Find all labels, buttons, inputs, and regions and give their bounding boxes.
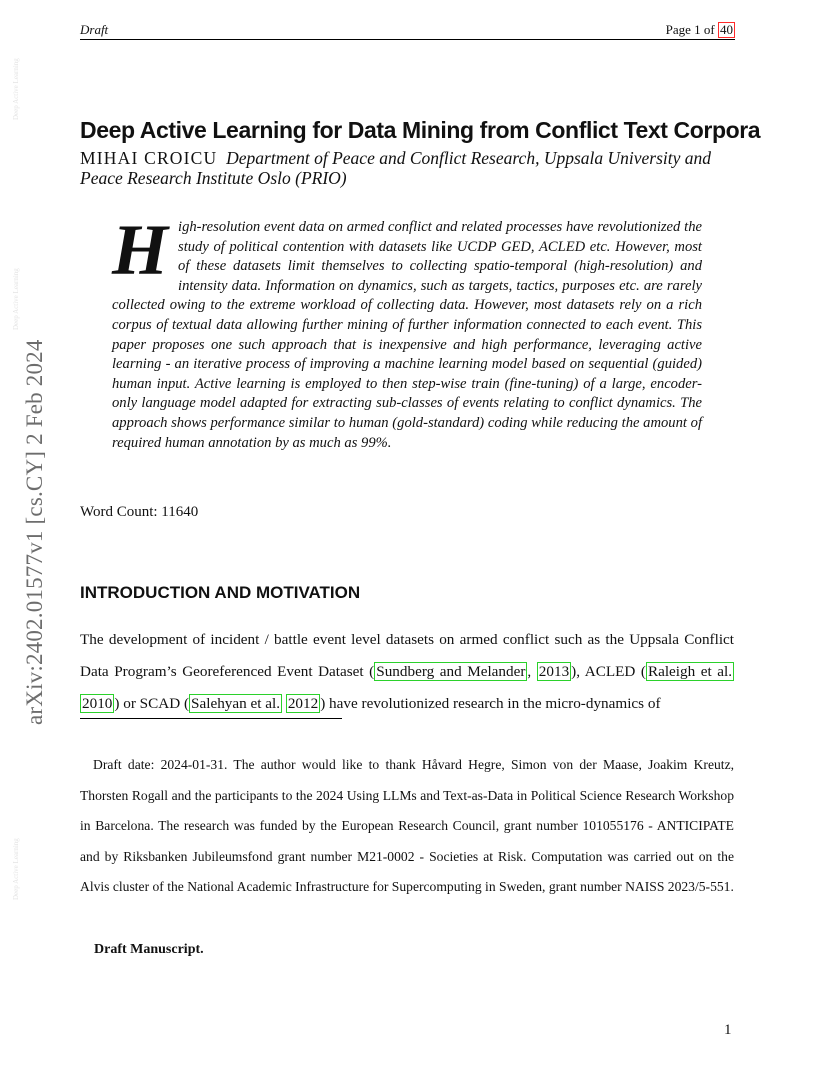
citation-link[interactable]: Salehyan et al. bbox=[191, 695, 281, 712]
intro-text: , bbox=[527, 663, 537, 680]
footnote-text: Draft date: 2024-01-31. The author would like to thank Håvard Hegre, Simon von der Maase, Joakim Kreutz, Thorsten Rogall and the participants to the 2024 Using LLMs and Text-as-Data in Political Science Research Workshop in Barcelona. The research was funded by the European Research Council, grant number 101055176 - ANTICIPATE and by Riksbanken Jubileumsfond grant number M21-0002 - Societies at Risk. Computation was carried out on the Alvis cluster of the National Academic Infrastructure for Supercomputing in Sweden, grant number NAISS 2023/5-551. bbox=[80, 757, 734, 894]
word-count: Word Count: 11640 bbox=[80, 504, 199, 520]
abstract bbox=[112, 210, 702, 453]
intro-text: The development of incident / battle event level datasets on armed conflict such as the Uppsala Conflict Data Program’s Georeferenced Event Dataset ( bbox=[80, 631, 734, 680]
arxiv-sidebar-id: arXiv:2402.01577v1 [cs.CY] 2 Feb 2024 bbox=[22, 339, 47, 725]
paper-title: Deep Active Learning for Data Mining from Conflict Text Corpora bbox=[80, 117, 761, 143]
intro-text: ), ACLED ( bbox=[571, 663, 646, 680]
page-number: 1 bbox=[724, 1022, 732, 1038]
header-rule bbox=[80, 39, 735, 40]
sidebar-watermark: Deep Active Learning bbox=[12, 268, 20, 330]
citation-link[interactable]: Raleigh et al. bbox=[647, 663, 733, 680]
footnote-rule bbox=[80, 718, 342, 719]
footnote bbox=[80, 750, 734, 903]
sidebar-watermark: Deep Active Learning bbox=[12, 838, 20, 900]
abstract-dropcap: H bbox=[112, 210, 169, 290]
citation-year-link[interactable]: 2013 bbox=[538, 663, 570, 680]
total-pages-link[interactable]: 40 bbox=[720, 22, 733, 37]
running-header-left: Draft bbox=[80, 22, 109, 37]
citation-year-link[interactable]: 2012 bbox=[287, 695, 319, 712]
citation-link[interactable]: Sundberg and Melander bbox=[376, 663, 526, 680]
intro-paragraph bbox=[80, 624, 734, 720]
intro-text: ) have revolutionized research in the micro-dynamics of bbox=[320, 695, 661, 712]
author-name: MIHAI CROICU bbox=[80, 148, 218, 168]
intro-text: ) or SCAD ( bbox=[114, 695, 190, 712]
citation-year-link[interactable]: 2010 bbox=[82, 695, 113, 712]
author-block bbox=[80, 148, 734, 188]
sidebar-watermark: Deep Active Learning bbox=[12, 58, 20, 120]
author-affiliation: Department of Peace and Conflict Research, Uppsala University and Peace Research Institute Oslo (PRIO) bbox=[80, 148, 712, 188]
draft-manuscript-label: Draft Manuscript. bbox=[94, 942, 204, 957]
page-prefix: Page 1 of bbox=[665, 22, 718, 37]
section-heading: INTRODUCTION AND MOTIVATION bbox=[80, 583, 361, 602]
abstract-text: igh-resolution event data on armed conflict and related processes have revolutionized the study of political contention with datasets like UCDP GED, ACLED etc. However, most of these datasets limit themselves to collecting spatio-temporal (high-resolution) and intensity data. Information on dynamics, such as targets, tactics, purposes etc. are rarely collected owing to the extreme workload of collecting data. However, most datasets rely on a rich corpus of textual data allowing further mining of further information connected to each event. This paper proposes one such approach that is inexpensive and high performance, leveraging active learning - an iterative process of improving a machine learning model based on sequential (guided) human input. Active learning is employed to then step-wise train (fine-tuning) of a large, encoder-only language model adapted for extracting sub-classes of events relating to conflict dynamics. The approach shows performance similar to human (gold-standard) coding while reducing the amount of required human annotation by as much as 99%. bbox=[112, 219, 702, 451]
running-header-page bbox=[666, 22, 735, 38]
